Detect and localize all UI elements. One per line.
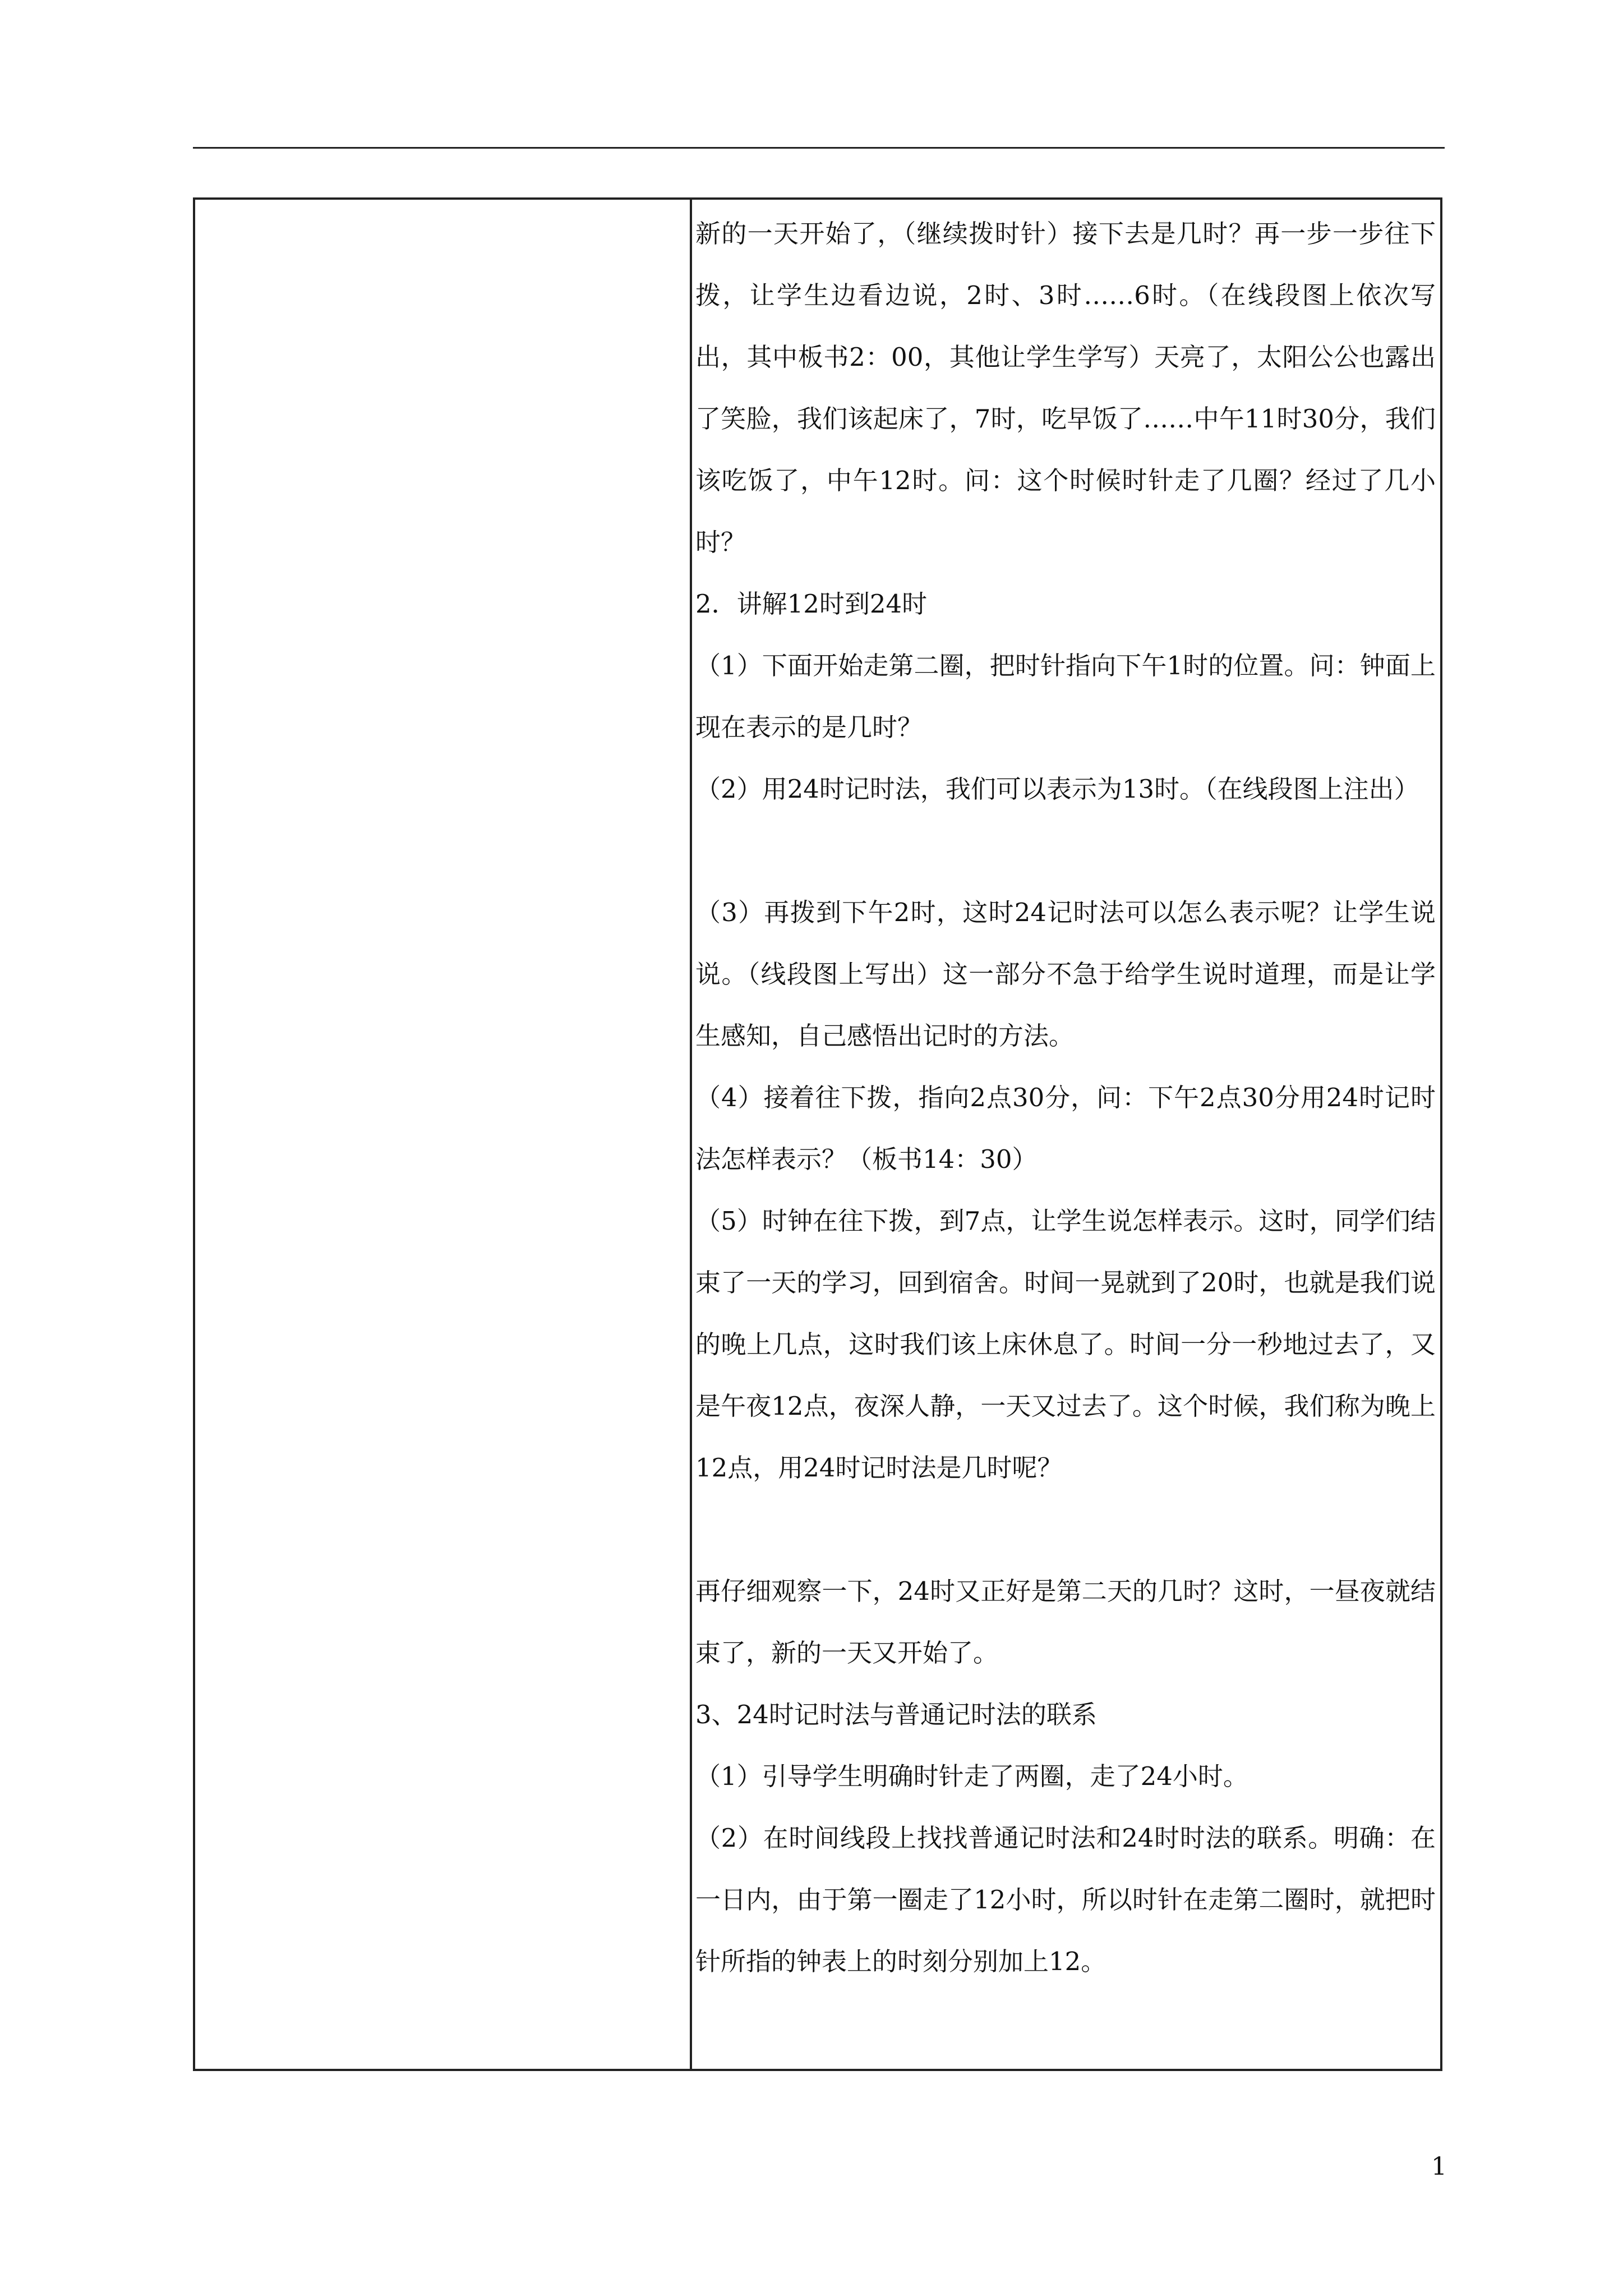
page-number: 1 [1431, 2152, 1447, 2181]
paragraph-step-2: （2）用24时记时法，我们可以表示为13时。（在线段图上注出） [695, 774, 1419, 804]
lesson-table [193, 197, 1442, 2071]
heading-section-3: 3、24时记时法与普通记时法的联系 [695, 1700, 1097, 1729]
paragraph-observe: 再仔细观察一下，24时又正好是第二天的几时？这时，一昼夜就结束了，新的一天又开始了。 [695, 1576, 1436, 1668]
table-right-column [692, 200, 1440, 2069]
table-left-column [195, 200, 692, 2069]
paragraph-relation-2: （2）在时间线段上找找普通记时法和24时时法的联系。明确：在一日内，由于第一圈走了12小时，所以时针在走第二圈时，就把时针所指的钟表上的时刻分别加上12。 [695, 1823, 1436, 1976]
header-rule [193, 147, 1445, 149]
paragraph-step-5: （5）时钟在往下拨，到7点，让学生说怎样表示。这时，同学们结束了一天的学习，回到宿舍。时间一晃就到了20时，也就是我们说的晚上几点，这时我们该上床休息了。时间一分一秒地过去了，又是午夜12点，夜深人静，一天又过去了。这个时候，我们称为晚上12点，用24时记时法是几时呢？ [695, 1206, 1436, 1483]
paragraph-step-1: （1）下面开始走第二圈，把时针指向下午1时的位置。问：钟面上现在表示的是几时？ [695, 651, 1436, 742]
paragraph-step-3: （3）再拨到下午2时，这时24记时法可以怎么表示呢？让学生说说。（线段图上写出）这一部分不急于给学生说时道理，而是让学生感知，自己感悟出记时的方法。 [695, 898, 1436, 1051]
paragraph-step-4: （4）接着往下拨，指向2点30分，问：下午2点30分用24时记时法怎样表示？（板书14：30） [695, 1083, 1436, 1174]
paragraph-intro: 新的一天开始了，（继续拨时针）接下去是几时？再一步一步往下拨，让学生边看边说，2时、3时……6时。（在线段图上依次写出，其中板书2：00，其他让学生学写）天亮了，太阳公公也露出了笑脸，我们该起床了，7时，吃早饭了……中午11时30分，我们该吃饭了，中午12时。问：这个时候时针走了几圈？经过了几小时？ [695, 219, 1436, 557]
paragraph-relation-1: （1）引导学生明确时针走了两圈，走了24小时。 [695, 1761, 1248, 1791]
heading-section-2: 2．讲解12时到24时 [695, 589, 928, 619]
